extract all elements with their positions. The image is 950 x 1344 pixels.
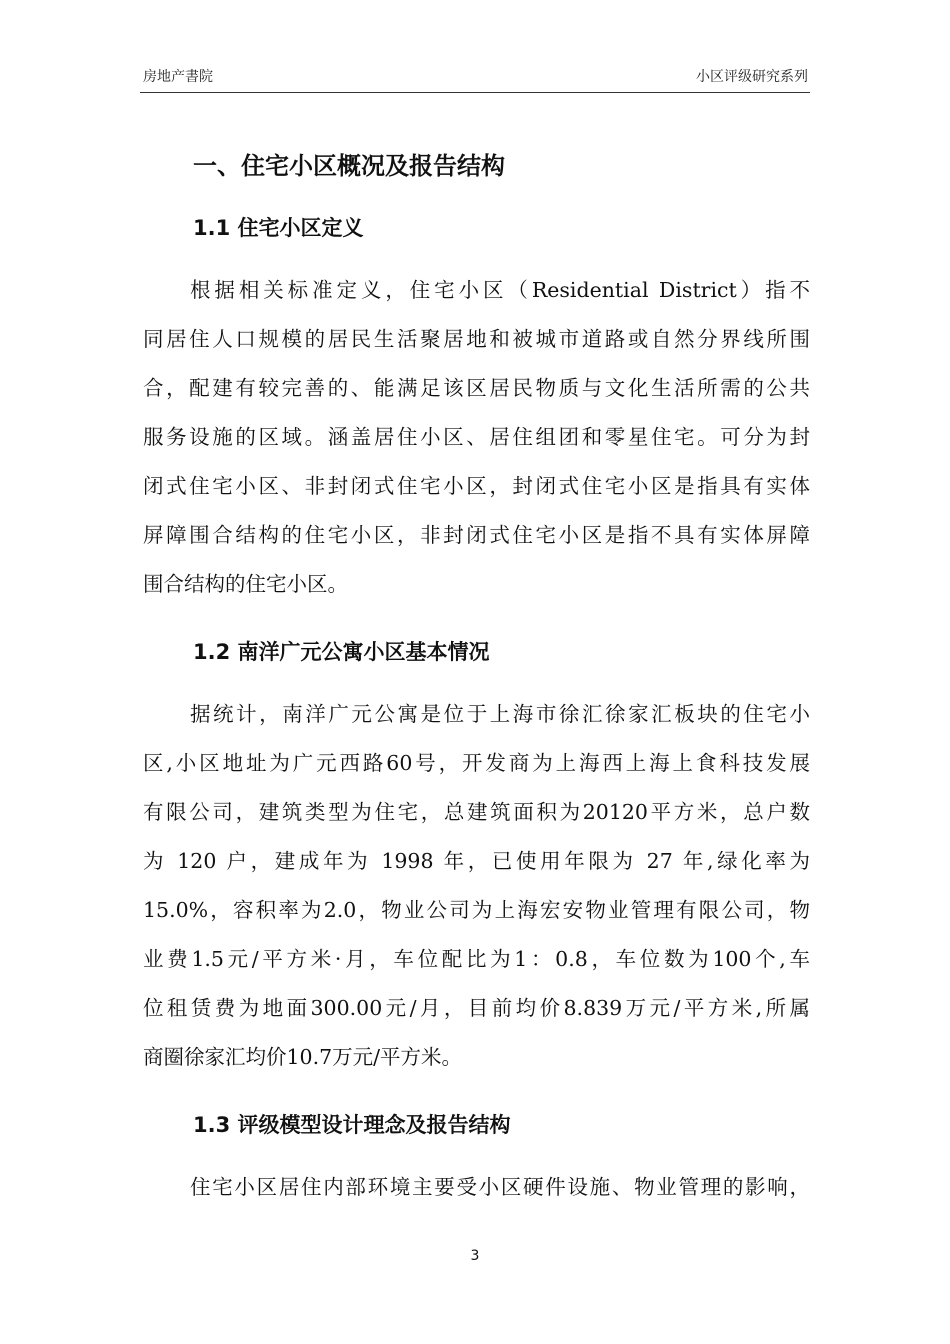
paragraph-line: 有限公司，建筑类型为住宅，总建筑面积为20120平方米，总户数 bbox=[143, 800, 810, 824]
paragraph-line: 据统计，南洋广元公寓是位于上海市徐汇徐家汇板块的住宅小 bbox=[190, 702, 810, 726]
paragraph-line: 闭式住宅小区、非封闭式住宅小区，封闭式住宅小区是指具有实体 bbox=[143, 474, 810, 498]
chapter-title: 一、住宅小区概况及报告结构 bbox=[193, 152, 505, 180]
paragraph-line: 住宅小区居住内部环境主要受小区硬件设施、物业管理的影响， bbox=[190, 1175, 810, 1199]
page-number: 3 bbox=[470, 1248, 480, 1264]
section-title: 1.1 住宅小区定义 bbox=[193, 216, 364, 240]
paragraph-line: 业费1.5元/平方米·月，车位配比为1：0.8，车位数为100个,车 bbox=[143, 947, 810, 971]
paragraph-line: 屏障围合结构的住宅小区，非封闭式住宅小区是指不具有实体屏障 bbox=[143, 523, 810, 547]
header-right: 小区评级研究系列 bbox=[696, 69, 808, 85]
header-divider bbox=[140, 92, 810, 93]
paragraph-line: 区,小区地址为广元西路60号，开发商为上海西上海上食科技发展 bbox=[143, 751, 810, 775]
paragraph-line: 服务设施的区域。涵盖居住小区、居住组团和零星住宅。可分为封 bbox=[143, 425, 810, 449]
paragraph-line: 根据相关标准定义，住宅小区（Residential District）指不 bbox=[190, 278, 810, 302]
section-title: 1.2 南洋广元公寓小区基本情况 bbox=[193, 640, 490, 664]
section-title: 1.3 评级模型设计理念及报告结构 bbox=[193, 1113, 511, 1137]
paragraph-line: 同居住人口规模的居民生活聚居地和被城市道路或自然分界线所围 bbox=[143, 327, 810, 351]
paragraph-line: 为 120 户，建成年为 1998 年，已使用年限为 27 年,绿化率为 bbox=[143, 849, 810, 873]
paragraph-line: 围合结构的住宅小区。 bbox=[143, 572, 348, 596]
paragraph-line: 位租赁费为地面300.00元/月，目前均价8.839万元/平方米,所属 bbox=[143, 996, 810, 1020]
header-left: 房地产書院 bbox=[143, 69, 213, 85]
paragraph-line: 商圈徐家汇均价10.7万元/平方米。 bbox=[143, 1045, 463, 1069]
paragraph-line: 合，配建有较完善的、能满足该区居民物质与文化生活所需的公共 bbox=[143, 376, 810, 400]
paragraph-line: 15.0%，容积率为2.0，物业公司为上海宏安物业管理有限公司，物 bbox=[143, 898, 810, 922]
